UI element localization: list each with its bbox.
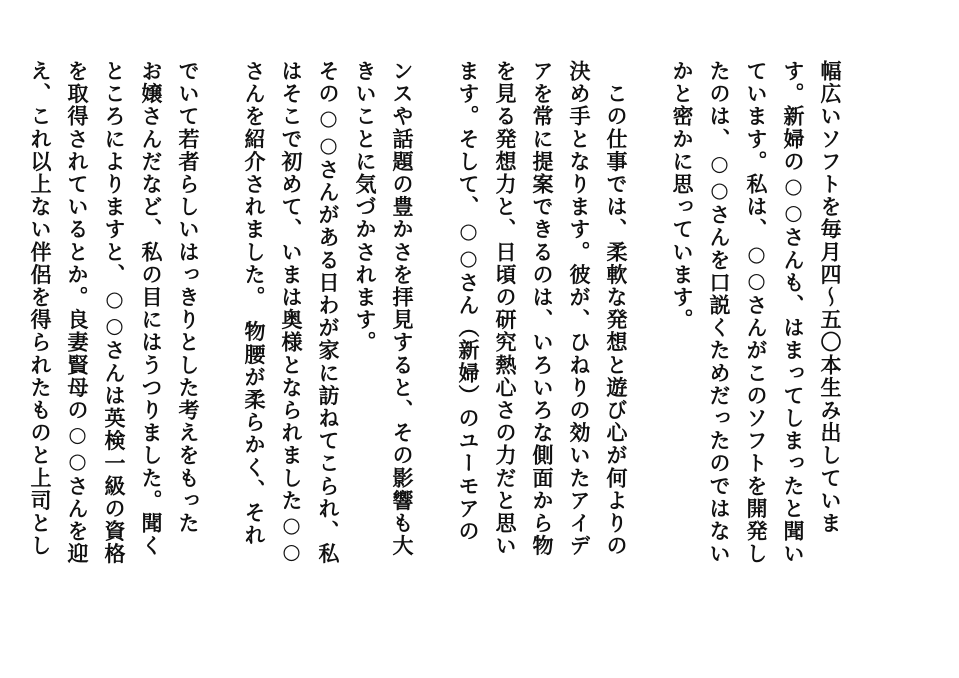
- text-column-6: この仕事では、柔軟な発想と遊び心が何よりの: [604, 60, 629, 558]
- text-column-13: その○○さんがある日わが家に訪ねてこられ、私: [316, 60, 341, 566]
- text-column-16: でいて若者らしいはっきりとした考えをもった: [176, 60, 201, 535]
- text-column-4: たのは、○○さんを口説くためだったのではない: [707, 60, 732, 566]
- text-column-9: を見る発想力と、日頃の研究熱心さの力だと思い: [493, 60, 518, 558]
- text-column-20: え、これ以上ない伴侶を得られたものと上司とし: [28, 60, 53, 558]
- text-column-15: さんを紹介されました。 物腰が柔らかく、それ: [242, 60, 267, 547]
- text-column-11: ンスや話題の豊かさを拝見すると、その影響も大: [390, 60, 415, 558]
- text-column-10: ます。そして、○○さん（新婦）のユーモアの: [456, 60, 481, 543]
- text-column-17: お嬢さんだなど、私の目にはうつりました。聞く: [139, 60, 164, 558]
- text-column-2: す。新婦の○○さんも、はまってしまったと聞い: [781, 60, 806, 566]
- text-column-3: ています。私は、○○さんがこのソフトを開発し: [744, 60, 769, 566]
- text-column-12: きいことに気づかされます。: [353, 60, 378, 354]
- text-column-1: 幅広いソフトを毎月四〜五〇本生み出していま: [818, 60, 843, 535]
- text-column-8: アを常に提案できるのは、いろいろな側面から物: [530, 60, 555, 558]
- text-column-5: かと密かに思っています。: [670, 60, 695, 332]
- text-column-7: 決め手となります。彼が、ひねりの効いたアイデ: [567, 60, 592, 558]
- text-column-14: はそこで初めて、いまは奥様となられました○○: [279, 60, 304, 566]
- text-column-19: を取得されているとか。良妻賢母の○○さんを迎: [65, 60, 90, 566]
- text-column-18: ところによりますと、○○さんは英検一級の資格: [102, 60, 127, 566]
